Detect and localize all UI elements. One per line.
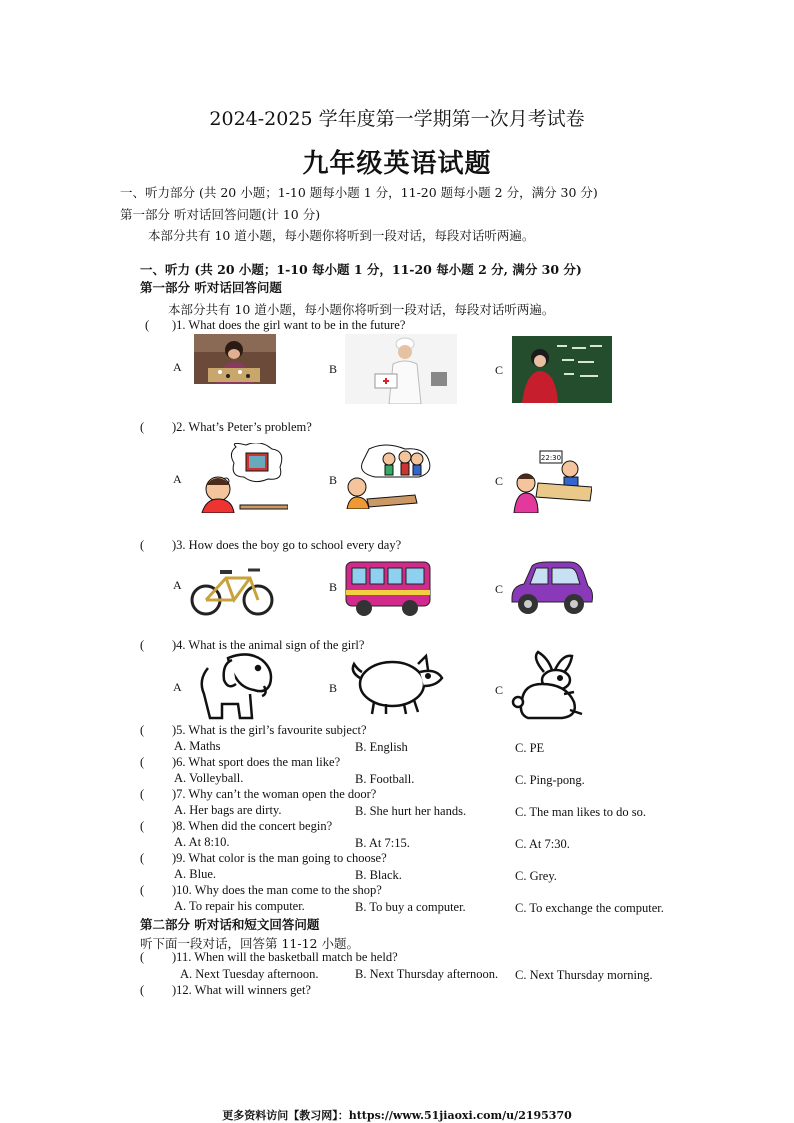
answer-paren: ( [140,787,145,801]
option-c: C. PE [515,741,545,755]
question-9-text: )9. What color is the man going to choose? [172,851,387,865]
option-label: A [173,360,182,374]
option-label: B [329,580,338,594]
bus-image [344,558,432,618]
part2-intro: 听下面一段对话，回答第 11-12 小题。 [140,936,359,951]
question-5-text: )5. What is the girl’s favourite subject? [172,723,367,737]
answer-paren: ( [140,420,145,434]
option-a: A. Blue. [174,867,217,881]
option-a: A. Her bags are dirty. [174,803,282,817]
option-b: B. To buy a computer. [355,900,466,914]
answer-paren: ( [140,950,145,964]
option-b: B. Black. [355,868,402,882]
exam-title: 2024-2025 学年度第一学期第一次月考试卷 [209,108,585,130]
option-c: C. Ping-pong. [515,773,585,787]
question-12-text: )12. What will winners get? [172,983,311,997]
section-listening-heading: 一、听力部分 (共 20 小题；1-10 题每小题 1 分，11-20 题每小题 2 分，满分 30 分) [120,185,598,200]
option-b: B. At 7:15. [355,836,410,850]
question-10-text: )10. Why does the man come to the shop? [172,883,382,897]
question-1-text: )1. What does the girl want to be in the future? [172,318,406,332]
option-b: B. English [355,740,408,754]
question-8-text: )8. When did the concert begin? [172,819,333,833]
option-b: B. She hurt her hands. [355,804,467,818]
answer-paren: ( [140,851,145,865]
exam-subtitle: 九年级英语试题 [302,149,492,179]
option-label: B [329,362,338,376]
boys-fighting-image [345,443,435,509]
option-label: C [495,474,504,488]
option-c: C. The man likes to do so. [515,805,647,819]
option-c: C. To exchange the computer. [515,901,664,915]
scan-listening-heading: 一、听力 (共 20 小题；1-10 每小题 1 分，11-20 每小题 2 分, 满分 30 分) [140,262,582,277]
question-2-text: )2. What’s Peter’s problem? [172,420,312,434]
answer-paren: ( [140,883,145,897]
option-label: C [495,363,504,377]
footer-link[interactable]: 更多资料访问【教习网】：https://www.51jiaoxi.com/u/2195370 [222,1109,572,1122]
dog-image [188,650,278,720]
option-b: B. Next Thursday afternoon. [355,967,499,981]
girl-playing-chess-image [194,334,276,384]
answer-paren: ( [140,819,145,833]
option-c: C. Next Thursday morning. [515,968,653,982]
question-3-text: )3. How does the boy go to school every day? [172,538,402,552]
clock-time: 22:30 [540,454,562,462]
boy-up-late-image [508,447,592,513]
answer-paren: ( [140,755,145,769]
option-a: A. At 8:10. [174,835,230,849]
option-label: B [329,681,338,695]
question-11-text: )11. When will the basketball match be held? [172,950,398,964]
pig-image [346,650,446,716]
answer-paren: ( [140,983,145,997]
option-c: C. Grey. [515,869,557,883]
bicycle-image [190,560,274,618]
option-c: C. At 7:30. [515,837,570,851]
answer-paren: ( [145,318,150,332]
option-a: A. Next Tuesday afternoon. [180,967,319,981]
answer-paren: ( [140,538,145,552]
option-label: A [173,680,182,694]
option-label: B [329,473,338,487]
answer-paren: ( [140,638,145,652]
scan-part1-description: 本部分共有 10 道小题，每小题你将听到一段对话，每段对话听两遍。 [168,302,555,317]
option-b: B. Football. [355,772,415,786]
rabbit-image [508,650,588,722]
option-label: C [495,683,504,697]
option-label: C [495,582,504,596]
answer-paren: ( [140,723,145,737]
scan-part1-heading: 第一部分 听对话回答问题 [140,280,282,295]
nurse-image [345,334,457,404]
option-label: A [173,472,182,486]
part1-description: 本部分共有 10 道小题，每小题你将听到一段对话，每段对话听两遍。 [148,228,535,243]
teacher-at-blackboard-image [512,336,612,403]
option-label: A [173,578,182,592]
question-7-text: )7. Why can’t the woman open the door? [172,787,377,801]
part2-heading: 第二部分 听对话和短文回答问题 [140,917,320,932]
question-4-text: )4. What is the animal sign of the girl? [172,638,365,652]
option-a: A. Volleyball. [174,771,244,785]
boy-thinking-of-tv-image [200,443,288,513]
question-6-text: )6. What sport does the man like? [172,755,341,769]
option-a: A. To repair his computer. [174,899,305,913]
car-image [508,558,594,620]
option-a: A. Maths [174,739,221,753]
part1-heading: 第一部分 听对话回答问题(计 10 分) [120,207,321,222]
